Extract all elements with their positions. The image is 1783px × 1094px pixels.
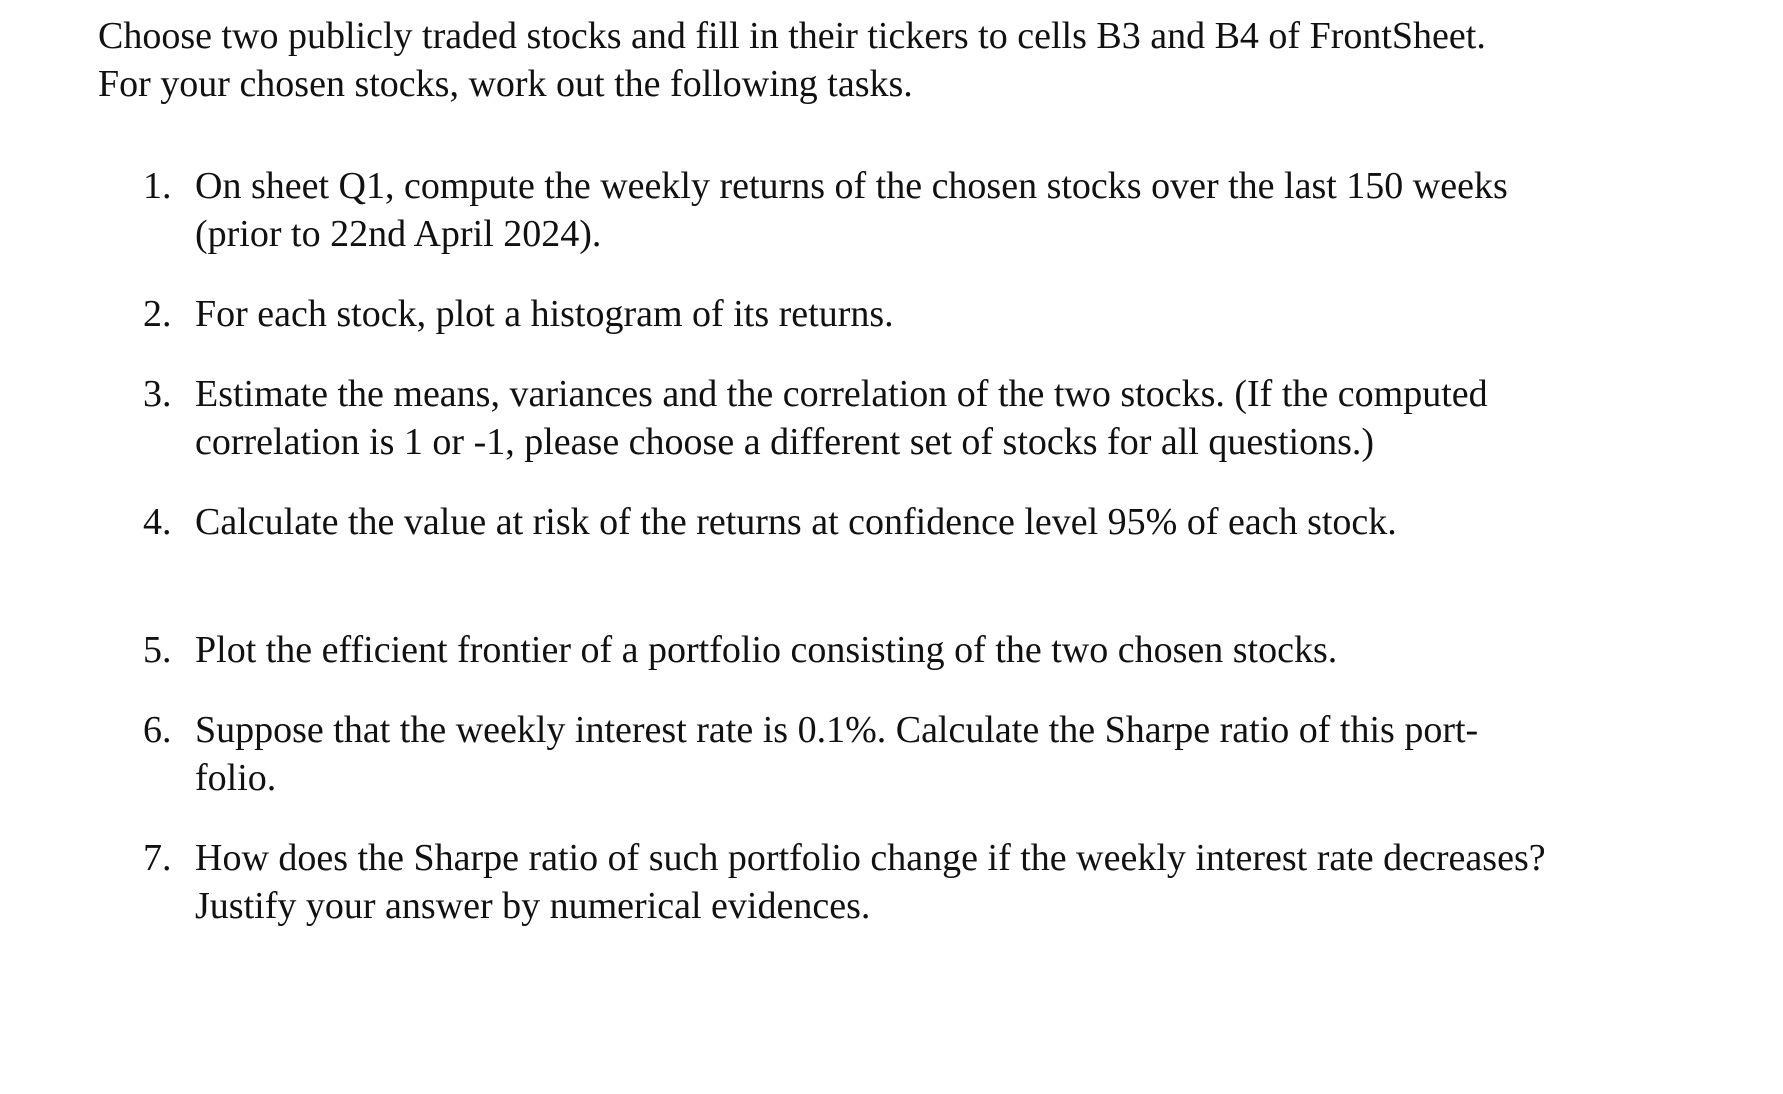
document-page [98,12,1698,927]
task-number: 6. [143,709,172,751]
task-text [195,706,1675,802]
task-text [195,626,1675,674]
task-text [195,162,1675,258]
task-number: 1. [143,165,172,207]
task-line: How does the Sharpe ratio of such portfolio change if the weekly interest rate decreases? [195,837,1546,879]
intro-line-1: Choose two publicly traded stocks and fill in their tickers to cells B3 and B4 of FrontSheet. [98,15,1486,57]
task-line: Suppose that the weekly interest rate is 0.1%. Calculate the Sharpe ratio of this port- [195,709,1479,751]
task-number: 4. [143,501,172,543]
intro-line-2: For your chosen stocks, work out the following tasks. [98,63,913,105]
task-line: On sheet Q1, compute the weekly returns of the chosen stocks over the last 150 weeks [195,165,1508,207]
task-line: Calculate the value at risk of the returns at confidence level 95% of each stock. [195,501,1397,543]
task-line: correlation is 1 or -1, please choose a different set of stocks for all questions.) [195,421,1375,463]
task-number: 5. [143,629,172,671]
task-line: For each stock, plot a histogram of its returns. [195,293,894,335]
task-number: 2. [143,293,172,335]
task-number: 7. [143,837,172,879]
task-line: Justify your answer by numerical evidences. [195,885,871,927]
task-text [195,834,1675,930]
task-number: 3. [143,373,172,415]
task-line: Plot the efficient frontier of a portfolio consisting of the two chosen stocks. [195,629,1338,671]
task-text [195,290,1675,338]
intro-paragraph [98,12,1698,108]
task-line: folio. [195,757,277,799]
task-line: Estimate the means, variances and the correlation of the two stocks. (If the computed [195,373,1488,415]
task-line: (prior to 22nd April 2024). [195,213,602,255]
task-text [195,498,1675,546]
task-text [195,370,1675,466]
